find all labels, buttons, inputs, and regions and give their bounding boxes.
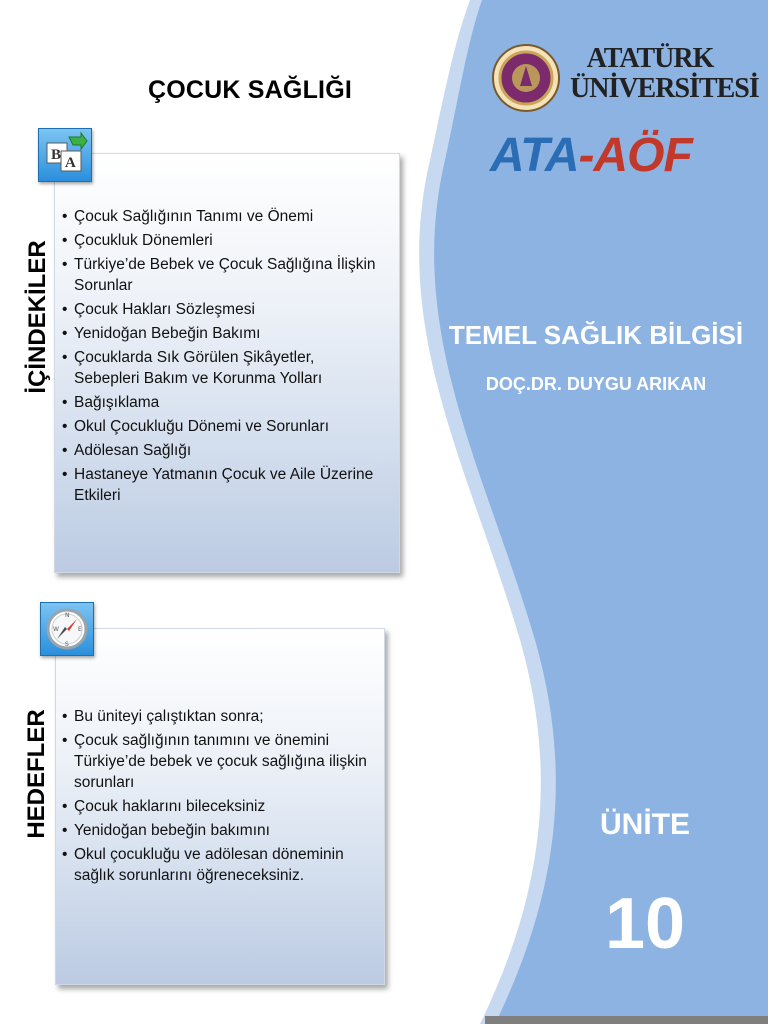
ata-aof-logo-part1: ATA <box>490 129 579 182</box>
ata-aof-logo-dash: - <box>578 129 594 182</box>
list-item: • Çocuk Sağlığının Tanımı ve Önemi <box>60 206 380 227</box>
unit-number: 10 <box>604 884 686 964</box>
list-item: • Bağışıklama <box>60 392 380 413</box>
objectives-heading: HEDEFLER <box>23 709 50 839</box>
ata-aof-logo <box>490 128 735 184</box>
svg-text:A: A <box>65 155 76 171</box>
unit-label: ÜNİTE <box>600 808 690 841</box>
svg-text:B: B <box>51 147 62 163</box>
compass-icon <box>40 602 94 656</box>
list-item: • Çocuk Hakları Sözleşmesi <box>60 299 380 320</box>
university-name-line2: ÜNİVERSİTESİ <box>570 73 759 104</box>
list-item: • Çocukluk Dönemleri <box>60 230 380 251</box>
list-item: • Çocuk haklarını bileceksiniz <box>60 796 370 817</box>
svg-text:N: N <box>65 612 70 619</box>
contents-heading: İÇİNDEKİLER <box>24 240 51 394</box>
list-item: • Yenidoğan bebeğin bakımını <box>60 820 370 841</box>
university-logo <box>490 42 759 114</box>
author-name: DOÇ.DR. DUYGU ARIKAN <box>485 374 707 394</box>
text-replace-icon <box>38 128 92 182</box>
ata-aof-logo-part2: AÖF <box>593 129 692 182</box>
list-item: • Yenidoğan Bebeğin Bakımı <box>60 323 380 344</box>
list-item: • Bu üniteyi çalıştıktan sonra; <box>60 706 370 727</box>
svg-text:W: W <box>53 626 59 633</box>
university-name <box>570 43 759 104</box>
page-title: ÇOCUK SAĞLIĞI <box>148 76 352 104</box>
svg-text:E: E <box>78 626 82 633</box>
list-item: • Çocuk sağlığının tanımını ve önemini Türkiye’de bebek ve çocuk sağlığına ilişkin sorunları <box>60 730 370 793</box>
svg-text:S: S <box>65 641 69 648</box>
contents-list <box>60 206 380 509</box>
university-seal-icon <box>490 42 566 114</box>
list-item: • Adölesan Sağlığı <box>60 440 380 461</box>
course-title: TEMEL SAĞLIK BİLGİSİ <box>448 320 744 350</box>
list-item: • Türkiye’de Bebek ve Çocuk Sağlığına İlişkin Sorunlar <box>60 254 380 296</box>
list-item: • Hastaneye Yatmanın Çocuk ve Aile Üzerine Etkileri <box>60 464 380 506</box>
list-item: • Çocuklarda Sık Görülen Şikâyetler, Sebepleri Bakım ve Korunma Yolları <box>60 347 380 389</box>
list-item: • Okul Çocukluğu Dönemi ve Sorunları <box>60 416 380 437</box>
university-name-line1: ATATÜRK <box>586 43 714 74</box>
list-item: • Okul çocukluğu ve adölesan döneminin sağlık sorunlarını öğreneceksiniz. <box>60 844 370 886</box>
objectives-list <box>60 706 370 889</box>
